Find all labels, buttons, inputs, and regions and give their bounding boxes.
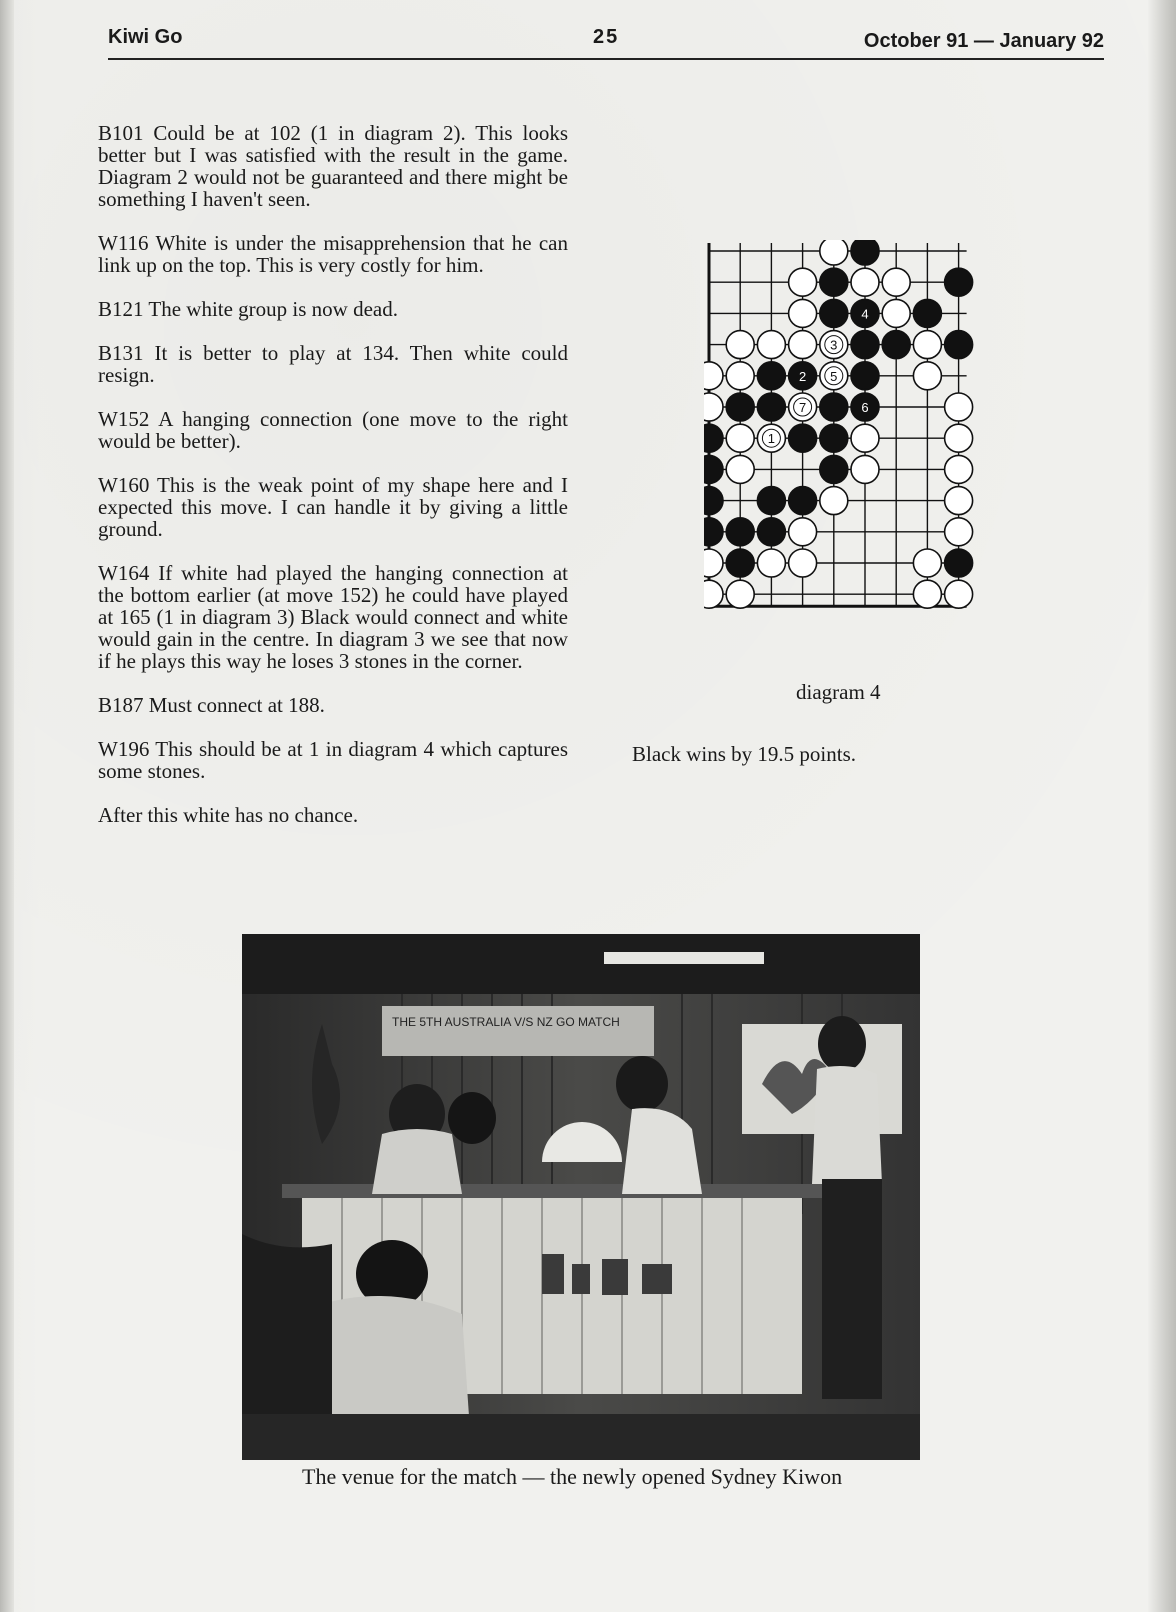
white-stone — [851, 424, 879, 452]
black-stone — [851, 362, 879, 390]
white-stone — [945, 580, 973, 608]
venue-photo — [242, 934, 920, 1460]
white-stone — [945, 518, 973, 546]
black-stone — [789, 424, 817, 452]
match-banner — [382, 1006, 654, 1056]
white-stone — [726, 424, 754, 452]
white-stone — [945, 424, 973, 452]
person-body — [812, 1066, 882, 1184]
move-number: 5 — [830, 368, 838, 384]
person-head — [818, 1016, 866, 1072]
black-stone — [704, 455, 723, 483]
person-head — [616, 1056, 668, 1112]
white-stone — [913, 331, 941, 359]
black-stone — [945, 549, 973, 577]
page-header — [108, 24, 1104, 60]
binding-edge-left — [0, 0, 14, 1612]
black-stone — [851, 240, 879, 265]
white-stone — [757, 549, 785, 577]
white-stone — [757, 331, 785, 359]
white-stone — [820, 240, 848, 265]
black-stone — [726, 518, 754, 546]
move-number: 3 — [830, 337, 838, 353]
move-number: 7 — [798, 400, 807, 415]
black-stone — [820, 455, 848, 483]
white-stone — [789, 331, 817, 359]
white-stone — [704, 362, 723, 390]
ceiling-light — [604, 952, 764, 964]
white-stone — [851, 268, 879, 296]
white-stone — [882, 299, 910, 327]
black-stone — [945, 268, 973, 296]
counter-top — [282, 1184, 822, 1198]
white-stone — [851, 455, 879, 483]
black-stone — [851, 331, 879, 359]
white-stone — [704, 393, 723, 421]
black-stone — [726, 393, 754, 421]
game-commentary — [98, 122, 568, 848]
commentary-paragraph: W196 This should be at 1 in diagram 4 which captures some stones. — [98, 737, 568, 783]
person-body — [372, 1129, 462, 1194]
move-number: 1 — [767, 431, 776, 447]
commentary-paragraph: After this white has no chance. — [98, 803, 359, 827]
white-stone — [704, 549, 723, 577]
white-stone — [913, 549, 941, 577]
white-stone — [789, 299, 817, 327]
black-stone — [882, 331, 910, 359]
white-stone — [789, 518, 817, 546]
binding-edge-right — [1148, 0, 1176, 1612]
go-diagram — [704, 240, 1004, 644]
white-stone — [945, 393, 973, 421]
white-stone — [726, 362, 754, 390]
black-stone — [945, 331, 973, 359]
commentary-paragraph: W116 White is under the misapprehension that he can link up on the top. This is very costly for him. — [98, 231, 568, 277]
go-board — [704, 240, 1004, 644]
person-legs — [822, 1179, 882, 1399]
white-stone — [726, 331, 754, 359]
move-number: 6 — [861, 400, 869, 415]
page-number: 25 — [593, 26, 620, 48]
commentary-paragraph: B121 The white group is now dead. — [98, 297, 398, 321]
white-stone — [820, 487, 848, 515]
black-stone — [726, 549, 754, 577]
photo-caption: The venue for the match — the newly opened Sydney Kiwon — [302, 1464, 843, 1489]
move-number: 4 — [861, 306, 869, 322]
white-stone — [704, 580, 723, 608]
black-stone — [820, 424, 848, 452]
publication-title: Kiwi Go — [108, 26, 183, 48]
diagram-caption: diagram 4 — [796, 680, 881, 704]
commentary-paragraph: W164 If white had played the hanging connection at the bottom earlier (at move 152) he could have played at 165 (1 in diagram 3) Black would connect and white would gain in the centre. In diagram 3 we see that now if he plays this way he loses 3 stones in the corner. — [98, 561, 568, 673]
commentary-paragraph: W152 A hanging connection (one move to the right would be better). — [98, 407, 568, 453]
commentary-paragraph: W160 This is the weak point of my shape here and I expected this move. I can handle it by giving a little ground. — [98, 473, 568, 541]
white-stone — [726, 455, 754, 483]
black-stone — [704, 424, 723, 452]
white-stone — [726, 580, 754, 608]
commentary-paragraph: B131 It is better to play at 134. Then white could resign. — [98, 341, 568, 387]
venue-photo-image — [242, 934, 920, 1460]
black-stone — [820, 393, 848, 421]
move-number: 2 — [798, 368, 807, 384]
black-stone — [789, 487, 817, 515]
white-stone — [913, 362, 941, 390]
black-stone — [757, 487, 785, 515]
game-result: Black wins by 19.5 points. — [632, 742, 856, 766]
commentary-paragraph: B101 Could be at 102 (1 in diagram 2). This looks better but I was satisfied with the result in the game. Diagram 2 would not be guaranteed and there might be something I haven't seen. — [98, 121, 568, 211]
commentary-paragraph: B187 Must connect at 188. — [98, 693, 325, 717]
person-head — [448, 1092, 496, 1144]
black-stone — [757, 393, 785, 421]
black-stone — [704, 518, 723, 546]
issue-date: October 91 — January 92 — [863, 30, 1104, 52]
black-stone — [913, 299, 941, 327]
white-stone — [913, 580, 941, 608]
white-stone — [789, 268, 817, 296]
white-stone — [945, 487, 973, 515]
white-stone — [789, 549, 817, 577]
banner-text: THE 5TH AUSTRALIA V/S NZ GO MATCH — [392, 1015, 620, 1029]
black-stone — [820, 268, 848, 296]
black-stone — [757, 518, 785, 546]
black-stone — [820, 299, 848, 327]
white-stone — [945, 455, 973, 483]
black-stone — [757, 362, 785, 390]
black-stone — [704, 487, 723, 515]
white-stone — [882, 268, 910, 296]
